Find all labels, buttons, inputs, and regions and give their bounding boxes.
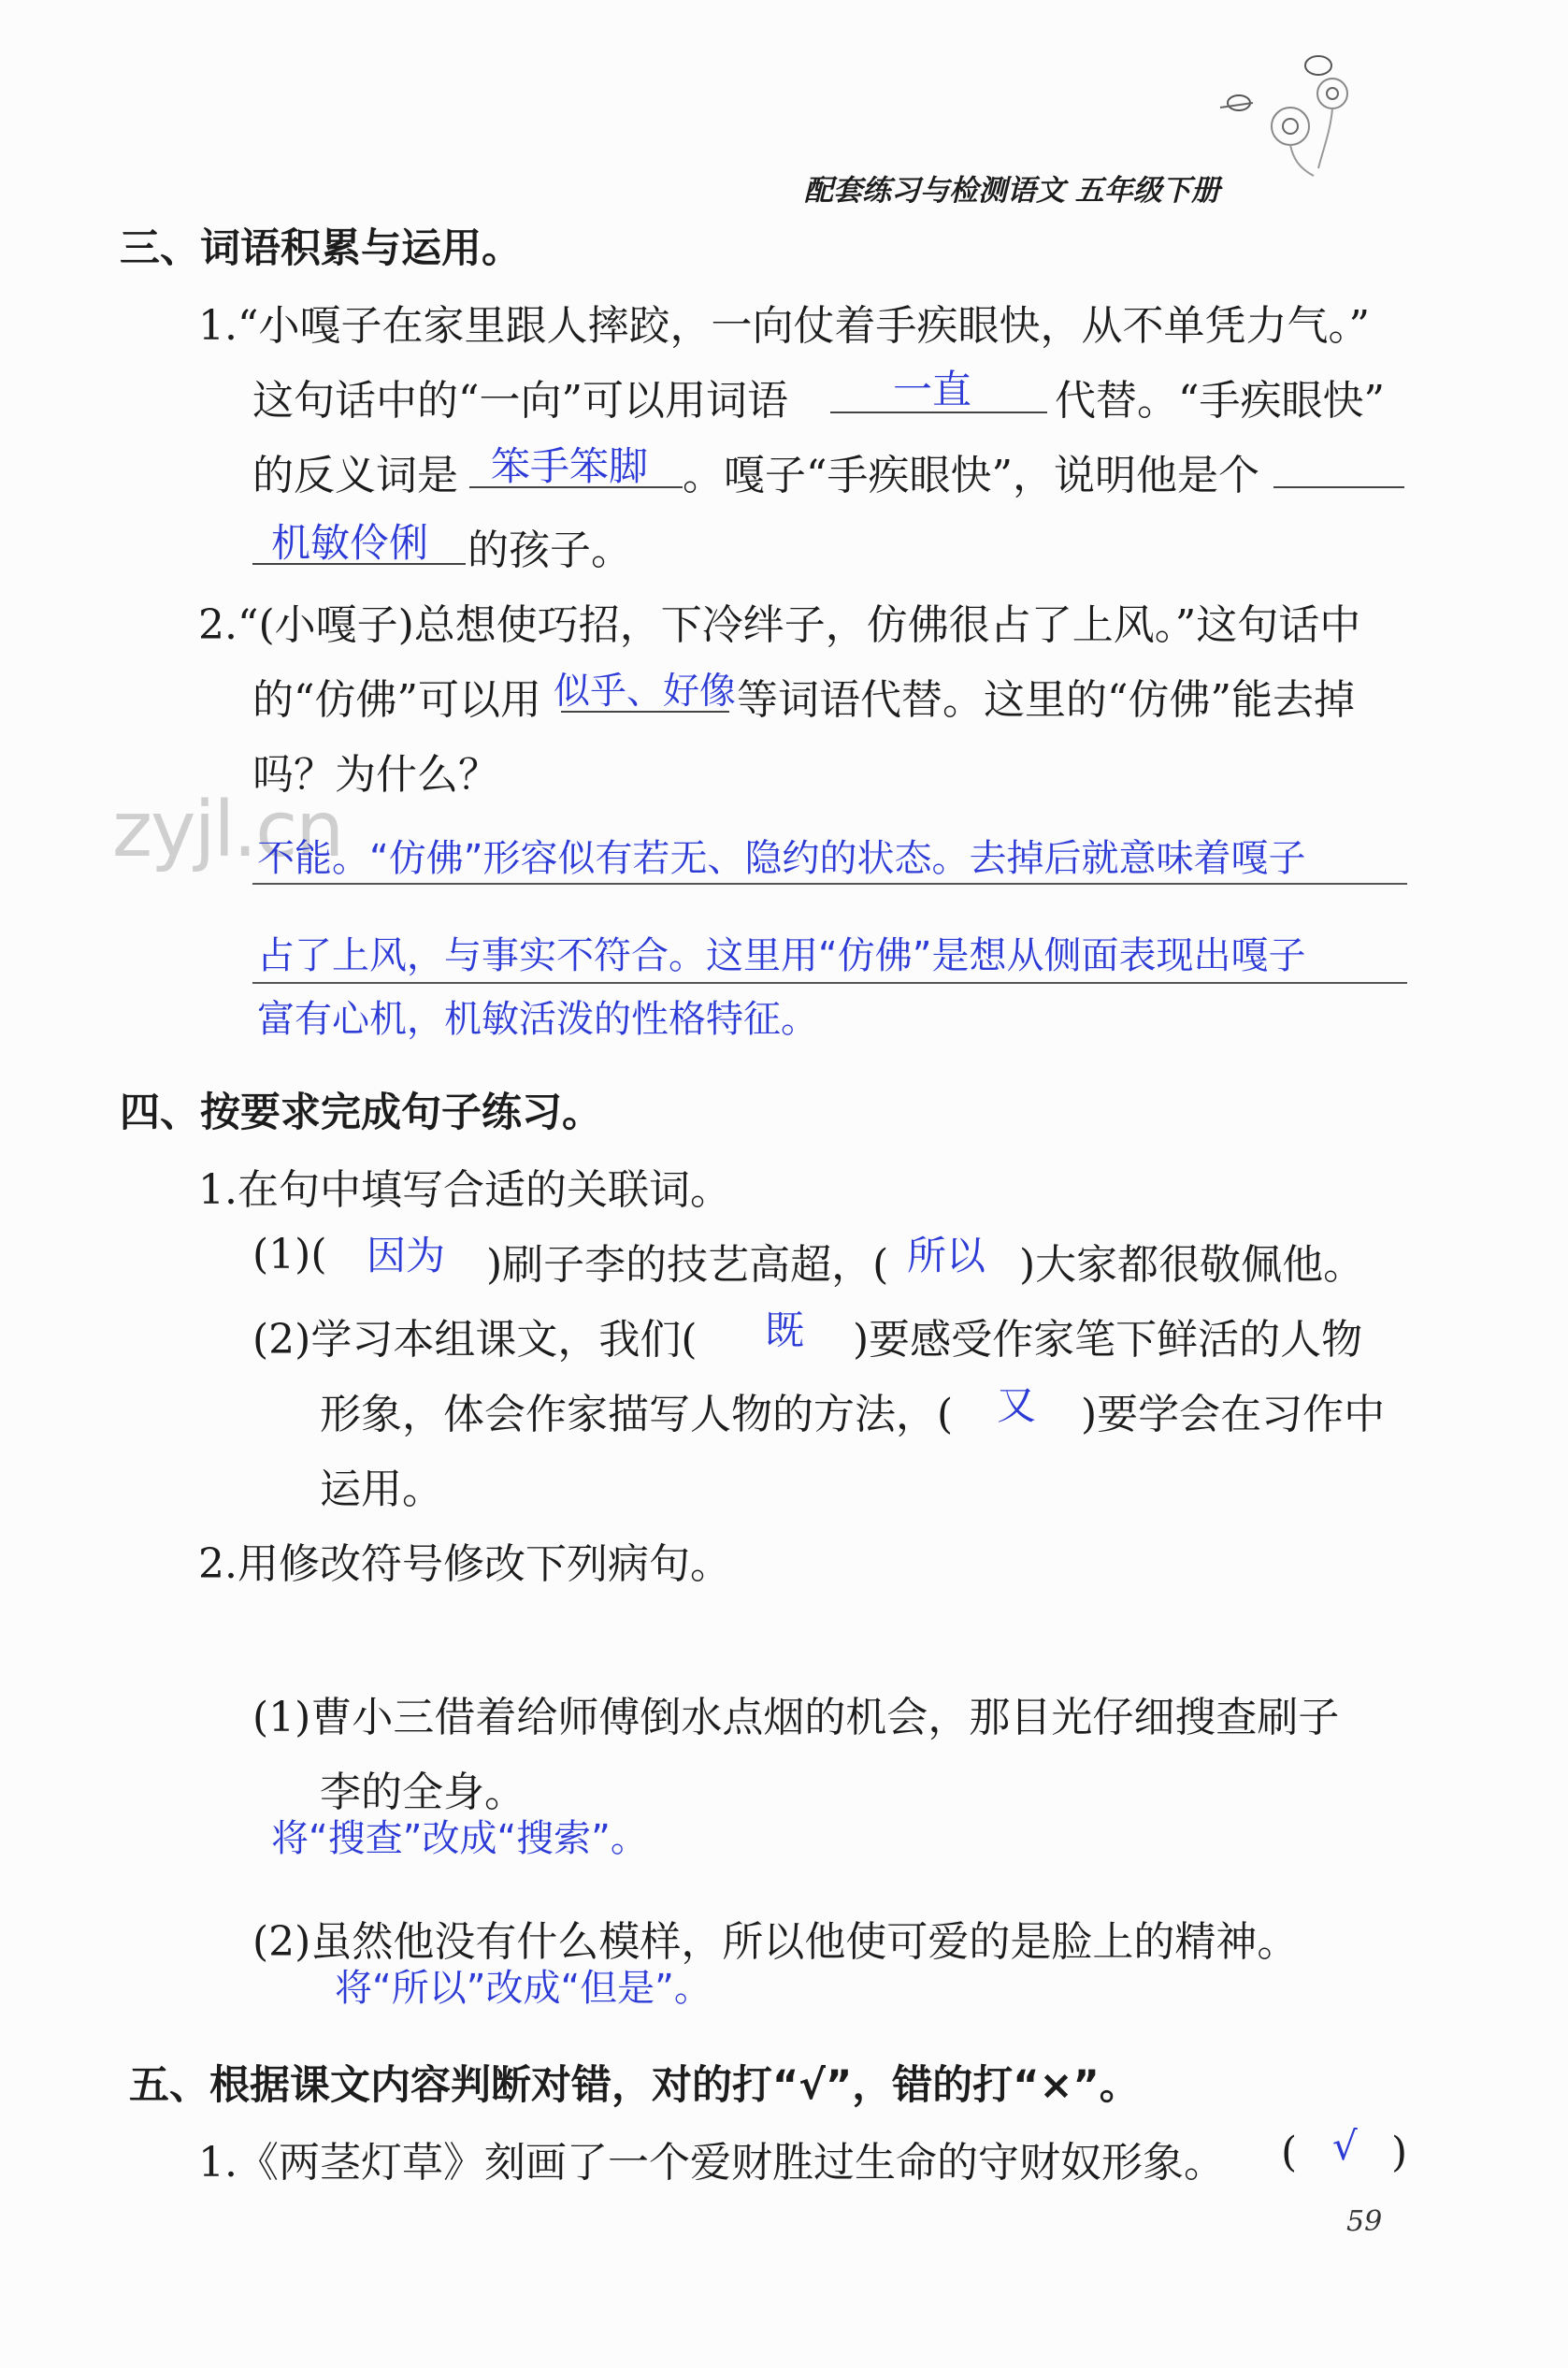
q4-1-s1c: )大家都很敬佩他。	[1019, 1241, 1365, 1289]
section-5-heading: 五、根据课文内容判断对错，对的打“√”，错的打“×”。	[129, 2062, 1140, 2109]
writing-line	[252, 982, 1407, 984]
section-4-heading: 四、按要求完成句子练习。	[120, 1090, 602, 1136]
flower-bee-icon	[1201, 37, 1351, 178]
answer-correction-2: 将“所以”改成“但是”。	[335, 1967, 712, 2010]
answer-paragraph-line3: 富有心机，机敏活泼的性格特征。	[257, 998, 818, 1041]
answer-ji: 既	[765, 1307, 805, 1353]
q4-1-s2e: 运用。	[320, 1466, 443, 1513]
q3-1-line3a: 的反义词是	[252, 452, 458, 499]
watermark: zyjl.cn	[112, 786, 343, 874]
answer-check-mark: √	[1332, 2123, 1358, 2169]
page-number: 59	[1346, 2205, 1383, 2238]
q3-1-line2b: 代替。“手疾眼快”	[1055, 377, 1385, 425]
q3-1-line1: 1.“小嘎子在家里跟人摔跤，一向仗着手疾眼快，从不单凭力气。”	[198, 302, 1370, 350]
q5-1-paren-right: )	[1391, 2129, 1408, 2176]
q3-2-line2a: 的“仿佛”可以用	[252, 676, 541, 724]
q4-1-s2d: )要学会在习作中	[1081, 1391, 1386, 1438]
answer-correction-1: 将“搜查”改成“搜索”。	[271, 1817, 648, 1860]
q4-2-s1a: (1)曹小三借着给师傅倒水点烟的机会，那目光仔细搜查刷子	[252, 1694, 1340, 1741]
blank-line	[1273, 486, 1404, 488]
answer-yinwei: 因为	[367, 1233, 446, 1278]
answer-paragraph-line2: 占了上风，与事实不符合。这里用“仿佛”是想从侧面表现出嘎子	[257, 934, 1306, 977]
q4-2-s1b: 李的全身。	[320, 1769, 525, 1816]
q4-1-s1b: )刷子李的技艺高超，(	[486, 1241, 889, 1289]
q3-1-line4b: 的孩子。	[468, 527, 632, 574]
q5-1: 1.《两茎灯草》刻画了一个爱财胜过生命的守财奴形象。	[198, 2139, 1225, 2187]
answer-you: 又	[997, 1382, 1037, 1428]
header-title: 配套练习与检测语文 五年级下册	[804, 174, 1220, 208]
answer-paragraph-line1: 不能。“仿佛”形容似有若无、隐约的状态。去掉后就意味着嘎子	[257, 837, 1306, 880]
q3-1-line2a: 这句话中的“一向”可以用词语	[252, 377, 788, 425]
q5-1-paren-left: (	[1281, 2129, 1298, 2176]
q4-1-s2c: 形象，体会作家描写人物的方法，(	[320, 1391, 954, 1438]
header-decoration	[1201, 37, 1351, 178]
answer-jimin: 机敏伶俐	[271, 520, 429, 566]
q3-2-line2b: 等词语代替。这里的“仿佛”能去掉	[737, 676, 1355, 724]
answer-benshou: 笨手笨脚	[491, 443, 649, 489]
q3-2-line1: 2.“(小嘎子)总想使巧招，下冷绊子，仿佛很占了上风。”这句话中	[198, 601, 1361, 649]
q4-1-s2b: )要感受作家笔下鲜活的人物	[853, 1316, 1363, 1364]
q4-1-title: 1.在句中填写合适的关联词。	[198, 1166, 731, 1214]
q3-1-line3b: 。嘎子“手疾眼快”，说明他是个	[683, 452, 1259, 499]
q4-2-title: 2.用修改符号修改下列病句。	[198, 1540, 731, 1588]
writing-line	[252, 883, 1407, 885]
q4-1-s1a: (1)(	[252, 1231, 327, 1278]
answer-suoyi: 所以	[907, 1233, 986, 1278]
section-3-heading: 三、词语积累与运用。	[120, 225, 522, 272]
q3-2-line3: 吗？为什么？	[252, 751, 499, 799]
answer-yizhi: 一直	[893, 367, 972, 412]
answer-sihu: 似乎、好像	[554, 671, 737, 713]
q4-1-s2a: (2)学习本组课文，我们(	[252, 1316, 698, 1364]
q4-2-s2: (2)虽然他没有什么模样，所以他使可爱的是脸上的精神。	[252, 1918, 1299, 1966]
